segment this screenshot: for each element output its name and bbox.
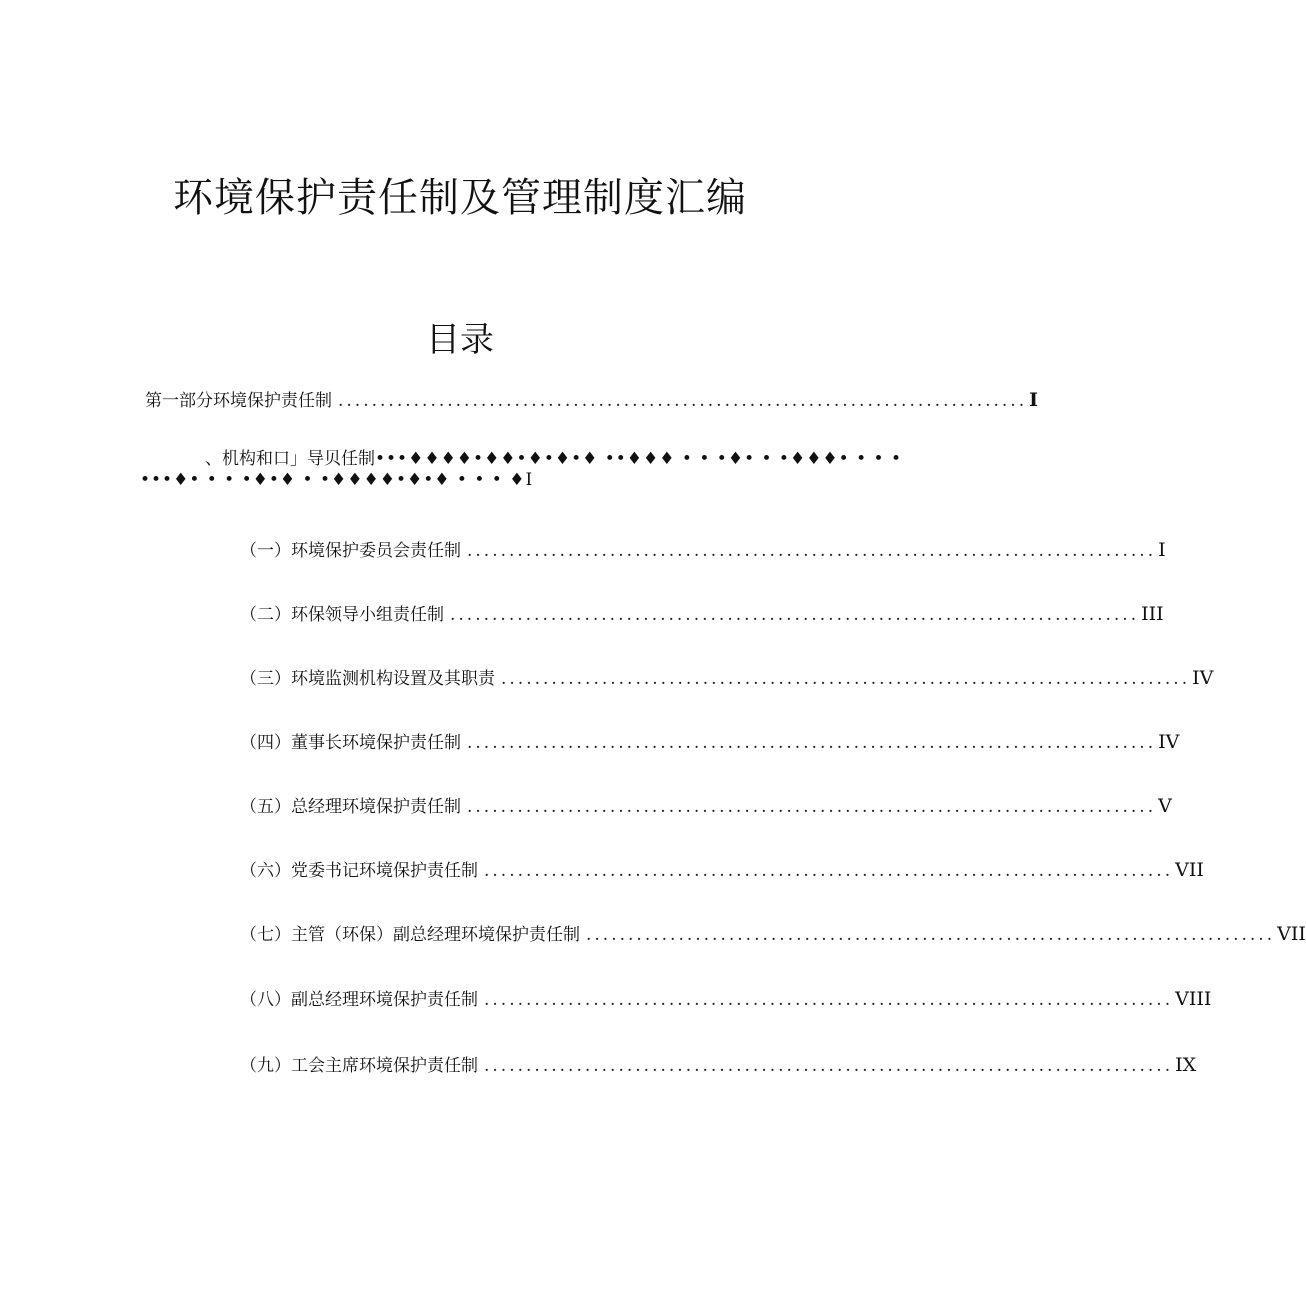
toc-entry-page: VII (1175, 859, 1204, 881)
toc-entry-page: IV (1158, 731, 1180, 753)
toc-entry-item[interactable] (240, 536, 1166, 561)
toc-leader-glyphs: •••♦♦♦♦•♦♦•♦•♦•♦ ••♦♦♦ • • •♦• • •♦♦♦• • • • (375, 449, 902, 469)
toc-entry-page: I (1158, 539, 1166, 561)
toc-leader-dots: .................................................................................. (450, 605, 1140, 625)
toc-heading: 目录 (426, 320, 494, 360)
toc-entry-text: （三）环境监测机构设置及其职责 (240, 669, 495, 689)
toc-entry-part1[interactable] (145, 386, 1039, 411)
toc-entry-page: I (1029, 389, 1039, 411)
toc-leader-dots: .................................................................................. (467, 797, 1157, 817)
toc-entry-text: （八）副总经理环境保护责任制 (240, 990, 478, 1010)
toc-leader-dots: .................................................................................. (484, 990, 1174, 1010)
toc-leader-dots: .................................................................................. (586, 925, 1276, 945)
toc-entry-text: （六）党委书记环境保护责任制 (240, 861, 478, 881)
toc-entry-page: VIII (1175, 988, 1212, 1010)
toc-entry-item[interactable] (240, 792, 1172, 817)
toc-entry-text: （四）董事长环境保护责任制 (240, 733, 461, 753)
toc-entry-page: VII (1277, 923, 1306, 945)
toc-entry-text: （七）主管（环保）副总经理环境保护责任制 (240, 925, 580, 945)
toc-leader-dots: .................................................................................. (467, 541, 1157, 561)
toc-entry-item[interactable] (240, 920, 1306, 945)
toc-leader-dots: .................................................................................. (338, 391, 1028, 411)
toc-entry-item[interactable] (240, 985, 1212, 1010)
toc-entry-text: （一）环境保护委员会责任制 (240, 541, 461, 561)
toc-entry-text: （二）环保领导小组责任制 (240, 605, 444, 625)
toc-entry-item[interactable] (240, 664, 1214, 689)
toc-entry-garbled-line1[interactable] (205, 444, 902, 469)
toc-entry-text: 、机构和口」导贝任制 (205, 449, 375, 469)
toc-entry-page: V (1158, 795, 1172, 817)
toc-entry-text: （九）工会主席环境保护责任制 (240, 1056, 478, 1076)
document-title: 环境保护责任制及管理制度汇编 (173, 175, 747, 221)
toc-entry-page: I (525, 470, 533, 490)
toc-leader-dots: .................................................................................. (467, 733, 1157, 753)
toc-entry-page: IX (1175, 1054, 1197, 1076)
toc-entry-garbled-line2[interactable] (140, 470, 532, 490)
toc-leader-dots: .................................................................................. (484, 1056, 1174, 1076)
toc-entry-text: （五）总经理环境保护责任制 (240, 797, 461, 817)
toc-entry-page: III (1141, 603, 1164, 625)
toc-entry-page: IV (1192, 667, 1214, 689)
toc-entry-item[interactable] (240, 856, 1204, 881)
toc-leader-dots: .................................................................................. (484, 861, 1174, 881)
toc-leader-dots: .................................................................................. (501, 669, 1191, 689)
toc-entry-item[interactable] (240, 1051, 1197, 1076)
toc-entry-text: 第一部分环境保护责任制 (145, 391, 332, 411)
toc-leader-glyphs: •••♦• • • •♦•♦ • •♦♦♦♦•♦•♦ • • • ♦ (140, 470, 526, 490)
toc-entry-item[interactable] (240, 728, 1180, 753)
toc-entry-item[interactable] (240, 600, 1164, 625)
